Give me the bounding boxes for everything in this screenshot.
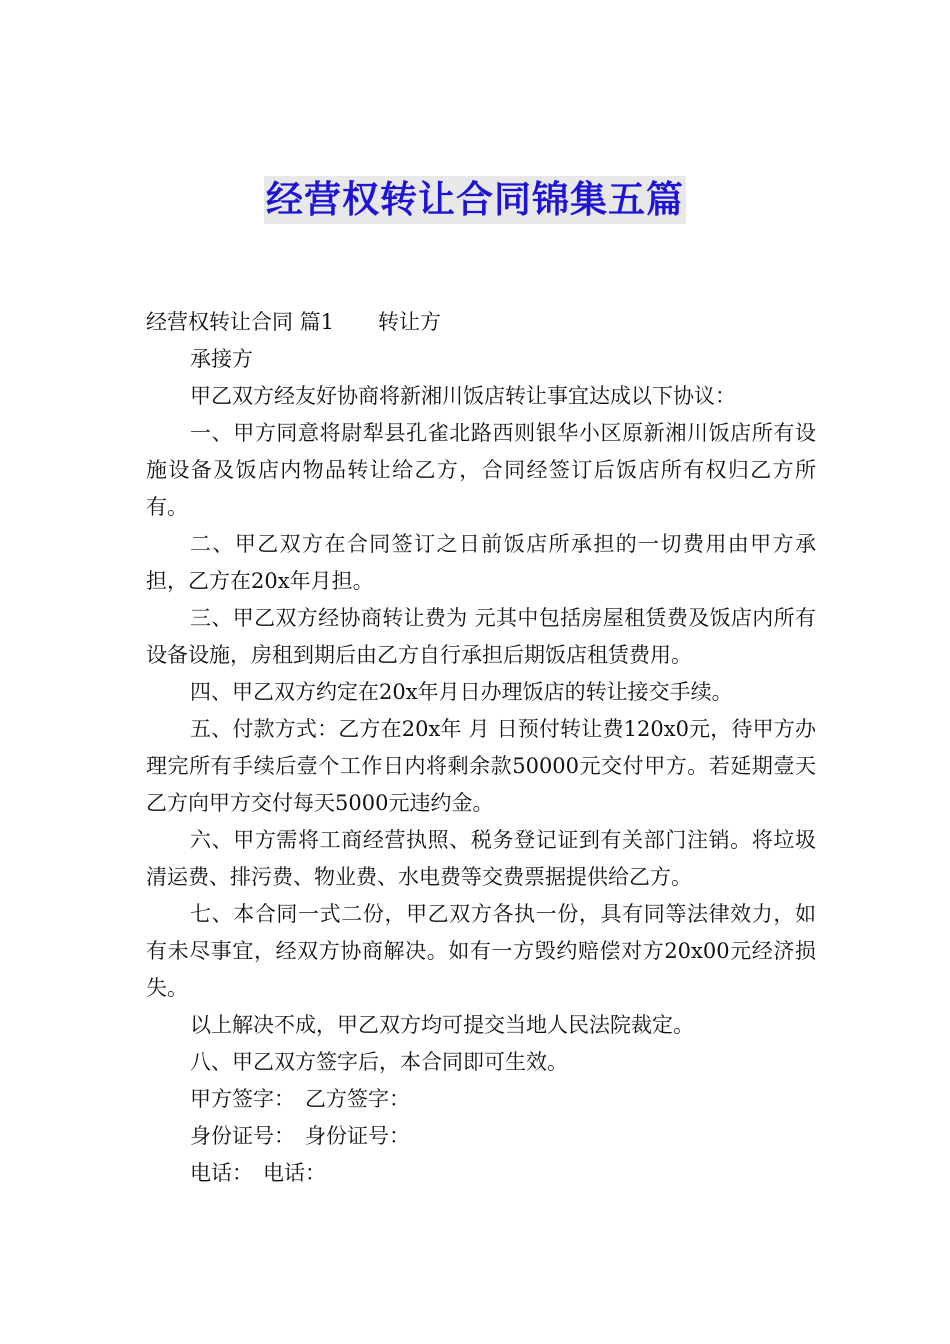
- document-title: 经营权转让合同锦集五篇: [264, 176, 686, 224]
- section-title: 经营权转让合同 篇1: [146, 310, 335, 334]
- party-a-signature-label: 甲方签字：: [190, 1087, 295, 1111]
- document-body: [146, 304, 816, 1192]
- section-heading-line: [146, 304, 816, 341]
- clause-4: 四、甲乙双方约定在20x年月日办理饭店的转让接交手续。: [190, 680, 733, 704]
- dispute-clause: 以上解决不成，甲乙双方均可提交当地人民法院裁定。: [190, 1013, 694, 1037]
- clause-7: 七、本合同一式二份，甲乙双方各执一份，具有同等法律效力，如有未尽事宜，经双方协商解决。如有一方毁约赔偿对方20x00元经济损失。: [146, 902, 816, 1000]
- clause-3: 三、甲乙双方经协商转让费为 元其中包括房屋租赁费及饭店内所有设备设施，房租到期后由乙方自行承担后期饭店租赁费用。: [146, 606, 816, 667]
- party-b-signature-label: 乙方签字：: [305, 1087, 410, 1111]
- signature-line: [146, 1081, 816, 1118]
- party-a-phone-label: 电话：: [190, 1161, 253, 1185]
- transferor-label: 转让方: [378, 310, 442, 334]
- clause-8: 八、甲乙双方签字后，本合同即可生效。: [190, 1050, 568, 1074]
- clause-2: 二、甲乙双方在合同签订之日前饭店所承担的一切费用由甲方承担，乙方在20x年月担。: [146, 532, 816, 593]
- phone-line: [146, 1155, 816, 1192]
- title-container: [0, 176, 950, 224]
- party-a-id-label: 身份证号：: [190, 1124, 295, 1148]
- transferee-label: 承接方: [190, 347, 253, 371]
- id-number-line: [146, 1118, 816, 1155]
- clause-6: 六、甲方需将工商经营执照、税务登记证到有关部门注销。将垃圾清运费、排污费、物业费、水电费等交费票据提供给乙方。: [146, 828, 816, 889]
- party-b-id-label: 身份证号：: [305, 1124, 410, 1148]
- party-b-phone-label: 电话：: [263, 1161, 326, 1185]
- clause-5: 五、付款方式：乙方在20x年 月 日预付转让费120x0元，待甲方办理完所有手续后壹个工作日内将剩余款50000元交付甲方。若延期壹天乙方向甲方交付每天5000元违约金。: [146, 717, 816, 815]
- clause-1: 一、甲方同意将尉犁县孔雀北路西则银华小区原新湘川饭店所有设施设备及饭店内物品转让给乙方，合同经签订后饭店所有权归乙方所有。: [146, 421, 816, 519]
- intro-paragraph: 甲乙双方经友好协商将新湘川饭店转让事宜达成以下协议：: [190, 384, 736, 408]
